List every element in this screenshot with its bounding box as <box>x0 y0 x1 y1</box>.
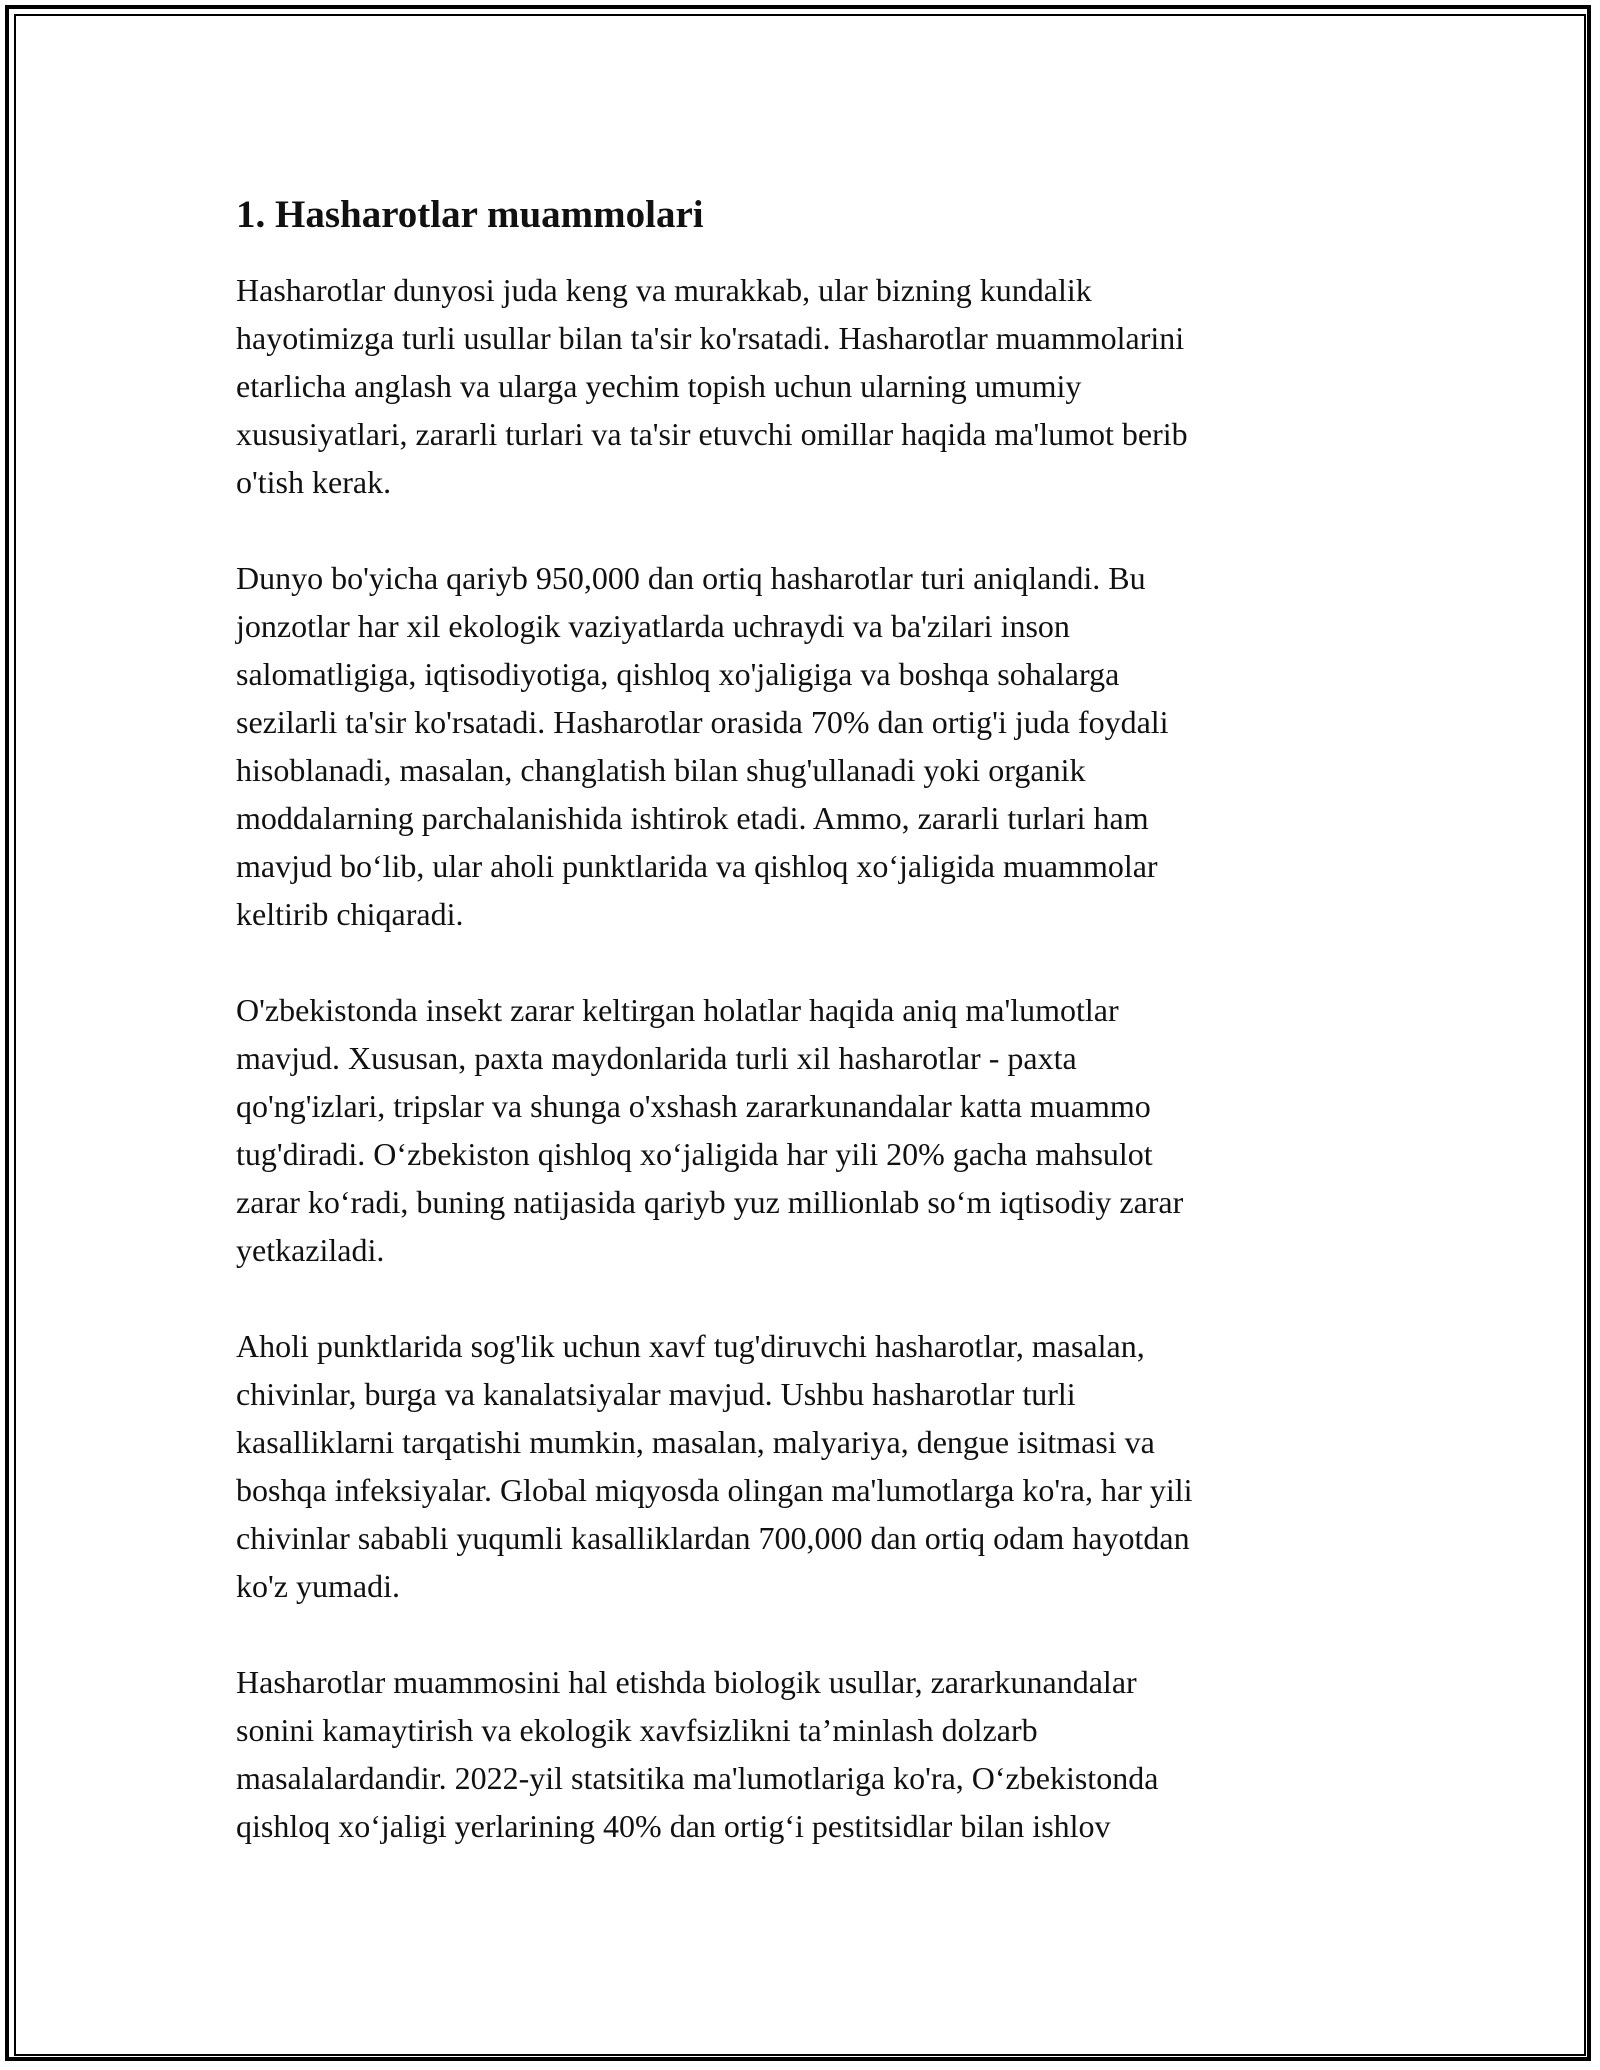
section-title: 1. Hasharotlar muammolari <box>236 193 704 236</box>
paragraph-4: Aholi punktlarida sog'lik uchun xavf tug'diruvchi hasharotlar, masalan, chivinlar, burga va kanalatsiyalar mavjud. Ushbu hasharotlar turli kasalliklarni tarqatishi mumkin, masalan, malyariya, dengue isitmasi va boshqa infeksiyalar. Global miqyosda olingan ma'lumotlarga ko'ra, har yili chivinlar sababli yuqumli kasalliklardan 700,000 dan ortiq odam hayotdan ko'z yumadi. <box>236 1328 1193 1604</box>
paragraph-5: Hasharotlar muammosini hal etishda biologik usullar, zararkunandalar sonini kamaytirish va ekologik xavfsizlikni ta’minlash dolzarb masalalardandir. 2022-yil statsitika ma'lumotlariga ko'ra, O‘zbekistonda qishloq xo‘jaligi yerlarining 40% dan ortig‘i pestitsidlar bilan ishlov <box>236 1664 1159 1844</box>
document-body <box>236 183 1366 1898</box>
paragraph-1: Hasharotlar dunyosi juda keng va murakkab, ular bizning kundalik hayotimizga turli usullar bilan ta'sir ko'rsatadi. Hasharotlar muammolarini etarlicha anglash va ularga yechim topish uchun ularning umumiy xususiyatlari, zararli turlari va ta'sir etuvchi omillar haqida ma'lumot berib o'tish kerak. <box>236 272 1188 500</box>
paragraph-2: Dunyo bo'yicha qariyb 950,000 dan ortiq hasharotlar turi aniqlandi. Bu jonzotlar har xil ekologik vaziyatlarda uchraydi va ba'zilari inson salomatligiga, iqtisodiyotiga, qishloq xo'jaligiga va boshqa sohalarga sezilarli ta'sir ko'rsatadi. Hasharotlar orasida 70% dan ortig'i juda foydali hisoblanadi, masalan, changlatish bilan shug'ullanadi yoki organik moddalarning parchalanishida ishtirok etadi. Ammo, zararli turlari ham mavjud bo‘lib, ular aholi punktlarida va qishloq xo‘jaligida muammolar keltirib chiqaradi. <box>236 560 1169 932</box>
paragraph-3: O'zbekistonda insekt zarar keltirgan holatlar haqida aniq ma'lumotlar mavjud. Xususan, paxta maydonlarida turli xil hasharotlar - paxta qo'ng'izlari, tripslar va shunga o'xshash zararkunandalar katta muammo tug'diradi. O‘zbekiston qishloq xo‘jaligida har yili 20% gacha mahsulot zarar ko‘radi, buning natijasida qariyb yuz millionlab so‘m iqtisodiy zarar yetkaziladi. <box>236 992 1184 1268</box>
